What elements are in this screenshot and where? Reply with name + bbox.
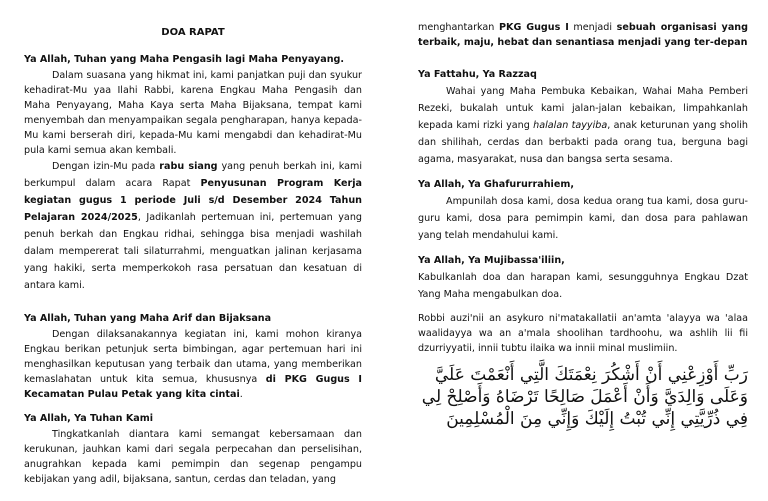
- heading-fattahu: Ya Fattahu, Ya Razzaq: [418, 69, 537, 80]
- bold-segment: PKG Gugus I: [498, 22, 569, 33]
- bold-segment: di PKG Gugus I Kecamatan Pulau Petak yang kita cintai: [24, 374, 362, 400]
- text-segment: Wahai yang Maha Pembuka Kebaikan, Wahai Maha Pemberi Rezeki, bukalah untuk kami jalan-jalan kebaikan, limpahkanlah kepada kami rizki yang: [418, 86, 748, 131]
- text-segment: yang penuh berkah ini, kami berkumpul dalam acara Rapat: [24, 161, 362, 189]
- heading-maha-arif: Ya Allah, Tuhan yang Maha Arif dan Bijaksana: [24, 313, 272, 324]
- text-segment: menjadi: [568, 22, 617, 33]
- heading-ghafururrahiem: Ya Allah, Ya Ghafururrahiem,: [418, 179, 574, 190]
- italic-segment: halalan tayyiba: [533, 120, 608, 131]
- heading-mujibassailiin: Ya Allah, Ya Mujibassa'iliin,: [418, 255, 565, 266]
- document-title: DOA RAPAT: [161, 27, 225, 38]
- paragraph-ampunan: Ampunilah dosa kami, dosa kedua orang tua kami, dosa guru-guru kami, dosa para pemimpin kami, dan dosa para pahlawan yang telah mendahului kami.: [418, 196, 748, 241]
- arabic-prayer-text: رَبِّ أَوْزِعْنِي أَنْ أَشْكُرَ نِعْمَتَكَ الَّتِي أَنْعَمْتَ عَلَيَّ وَعَلَى وَالِدَيَّ وَأَنْ أَعْمَلَ صَالِحًا تَرْضَاهُ وَأَصْلِحْ لِي فِي ذُرِّيَّتِي إِنِّي تُبْتُ إِلَيْكَ وَإِنِّي مِنَ الْمُسْلِمِينَ: [421, 365, 748, 429]
- paragraph-transliteration: Robbi auzi'nii an asykuro ni'matakallatii an'amta 'alayya wa 'alaa waalidayya wa an a'mala shoolihan tardhoohu, wa ashlih lii fii dzurriyyatii, innii tubtu ilaika wa innii minal muslimiin.: [418, 313, 748, 354]
- text-segment: , anak keturunan yang sholih dan shilihah, cerdas dan berbakti pada orang tua, berguna bagi agama, masyarakat, nusa dan bangsa serta sesama.: [418, 120, 749, 165]
- paragraph-rezeki: [418, 83, 748, 168]
- paragraph-kebersamaan: Tingkatkanlah diantara kami semangat kebersamaan dan kerukunan, jauhkan kami dari segala perpecahan dan perselisihan, anugrahkan kepada kami pemimpin dan segenap pengampu kebijakan yang adil, bijaksana, santun, cerdas dan teladan, yang: [24, 429, 362, 485]
- text-segment: , Jadikanlah pertemuan ini, pertemuan yang penuh berkah dan Engkau ridhai, sehingga bisa menjadi washilah dalam mempererat tali silaturrahmi, menguatkan jalinan kerjasama yang hakiki, serta memperkokoh rasa persatuan dan kesatuan di antara kami.: [24, 212, 362, 291]
- paragraph-pkg-gugus: [418, 20, 748, 50]
- heading-maha-pengasih: Ya Allah, Tuhan yang Maha Pengasih lagi Maha Penyayang.: [24, 54, 345, 65]
- text-segment: Dengan dilaksanakannya kegiatan ini, kami mohon kiranya Engkau berikan petunjuk serta bimbingan, agar pertemuan hari ini menghasilkan keputusan yang terbaik dan utama, yang memberikan kemaslahatan untuk kita semua, khususnya: [24, 329, 362, 385]
- paragraph-kabulkan: Kabulkanlah doa dan harapan kami, sesungguhnya Engkau Dzat Yang Maha mengabulkan doa.: [418, 272, 748, 300]
- bold-segment: sebuah organisasi yang terbaik, maju, hebat dan senantiasa menjadi yang ter-depan: [418, 22, 748, 48]
- bold-segment: Penyusunan Program Kerja kegiatan gugus 1 periode Juli s/d Desember 2024 Tahun Pelajaran 2024/2025: [24, 178, 362, 223]
- heading-tuhan-kami: Ya Allah, Ya Tuhan Kami: [24, 413, 154, 424]
- text-segment: Dengan izin-Mu pada: [52, 161, 160, 172]
- text-segment: menghantarkan: [418, 22, 499, 33]
- text-segment: .: [239, 389, 243, 400]
- bold-segment: rabu siang: [159, 161, 218, 172]
- paragraph-puji-syukur: Dalam suasana yang hikmat ini, kami panjatkan puji dan syukur kehadirat-Mu yaa Ilahi Rabbi, karena Engkau Maha Pengasih dan Maha Penyayang, Maha Kaya serta Maha Bijaksana, tempat kami menyembah dan menyampaikan segala pengharapan, hanya kepada-Mu kami berserah diri, kepada-Mu kami mengabdi dan kehadirat-Mu pula kami semua akan kembali.: [24, 70, 362, 156]
- paragraph-petunjuk: [24, 327, 362, 402]
- paragraph-izin: [24, 158, 362, 294]
- left-column: [24, 0, 362, 487]
- right-column: [418, 0, 748, 430]
